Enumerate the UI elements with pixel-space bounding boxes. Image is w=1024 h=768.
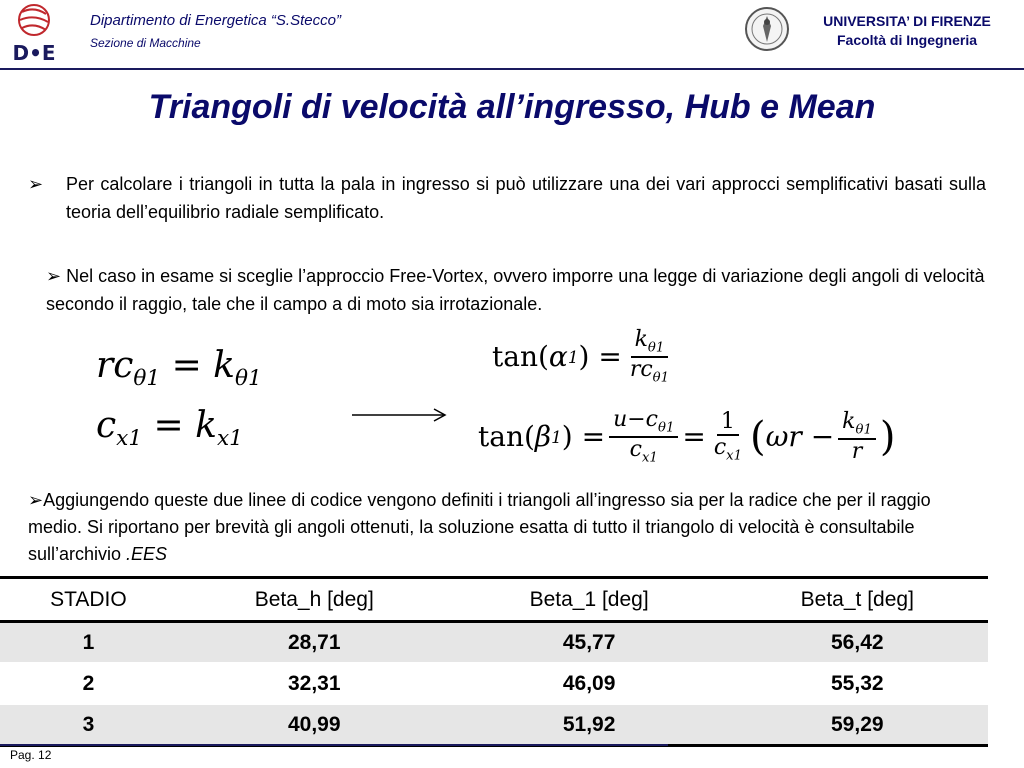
university-info xyxy=(790,12,1024,50)
header-divider xyxy=(0,68,1024,70)
university-seal-icon xyxy=(744,6,790,52)
table-header-row xyxy=(0,578,988,622)
table-cell: 56,42 xyxy=(727,622,988,664)
slide-title: Triangoli di velocità all’ingresso, Hub e Mean xyxy=(148,88,876,126)
dept-logo xyxy=(6,2,62,66)
table-cell: 28,71 xyxy=(177,622,452,664)
faculty-name: Facoltà di Ingegneria xyxy=(836,32,978,48)
table-row xyxy=(0,622,988,664)
archive-extension: .EES xyxy=(126,544,168,564)
table-cell: 40,99 xyxy=(177,704,452,746)
table-cell: 45,77 xyxy=(452,622,727,664)
header-beta-h: Beta_h [deg] xyxy=(177,578,452,622)
bullet-3-text: ➢Aggiungendo queste due linee di codice vengono definiti i triangoli all’ingresso sia per la radice che per il raggio medio. Si riportano per brevità gli angoli ottenuti, la soluzione esatta di tutto il triangolo di velocità è consultabile sull’archivio xyxy=(28,490,931,564)
table-row xyxy=(0,704,988,746)
equation-c-x: $c_{x1} = k_{x1}$ xyxy=(96,405,243,452)
bullet-2-text: ➢ Nel caso in esame si sceglie l’approccio Free-Vortex, ovvero imporre una legge di variazione degli angoli di velocità secondo il raggio, tale che il campo a di moto sia irrotazionale. xyxy=(46,266,985,314)
header-beta-t: Beta_t [deg] xyxy=(727,578,988,622)
department-name: Dipartimento di Energetica “S.Stecco” xyxy=(90,12,341,29)
bullet-arrow-icon: ➢ xyxy=(28,174,44,194)
table-row xyxy=(0,663,988,704)
equation-r-c-theta: $rc_{\theta 1} = k_{\theta 1}$ xyxy=(96,345,262,392)
implies-arrow-icon xyxy=(350,395,448,435)
table-cell: 55,32 xyxy=(727,663,988,704)
table-cell: 1 xyxy=(0,622,177,664)
table-cell: 46,09 xyxy=(452,663,727,704)
header-stadio: STADIO xyxy=(0,578,177,622)
table-cell: 32,31 xyxy=(177,663,452,704)
page-number: Pag. 12 xyxy=(10,748,52,762)
bullet-1-text: Per calcolare i triangoli in tutta la pala in ingresso si può utilizzare una dei vari approcci semplificativi basati sulla teoria dell’equilibrio radiale semplificato. xyxy=(66,174,986,222)
header-beta-1: Beta_1 [deg] xyxy=(452,578,727,622)
footer-divider xyxy=(0,744,668,746)
table-cell: 51,92 xyxy=(452,704,727,746)
university-name: UNIVERSITA’ DI FIRENZE xyxy=(823,13,991,29)
section-name: Sezione di Macchine xyxy=(90,36,201,50)
equation-tan-alpha: tan( α 1 ) = $\frac{k_{\theta 1}}{rc_{\theta 1}}$ xyxy=(492,327,669,386)
bullet-1 xyxy=(28,170,986,226)
logo-text: D•E xyxy=(12,41,56,65)
bullet-3 xyxy=(28,487,968,568)
table-cell: 2 xyxy=(0,663,177,704)
table-cell: 59,29 xyxy=(727,704,988,746)
equation-tan-beta: tan( β 1 ) = $\frac{u-c_{\theta 1}}{c_{x1}}$ = $\frac{1}{c_{x1}}$ ( ωr − $\frac{k_{\theta 1}}{r}$ ) xyxy=(478,407,896,466)
beta-angles-table xyxy=(0,576,988,747)
table-cell: 3 xyxy=(0,704,177,746)
